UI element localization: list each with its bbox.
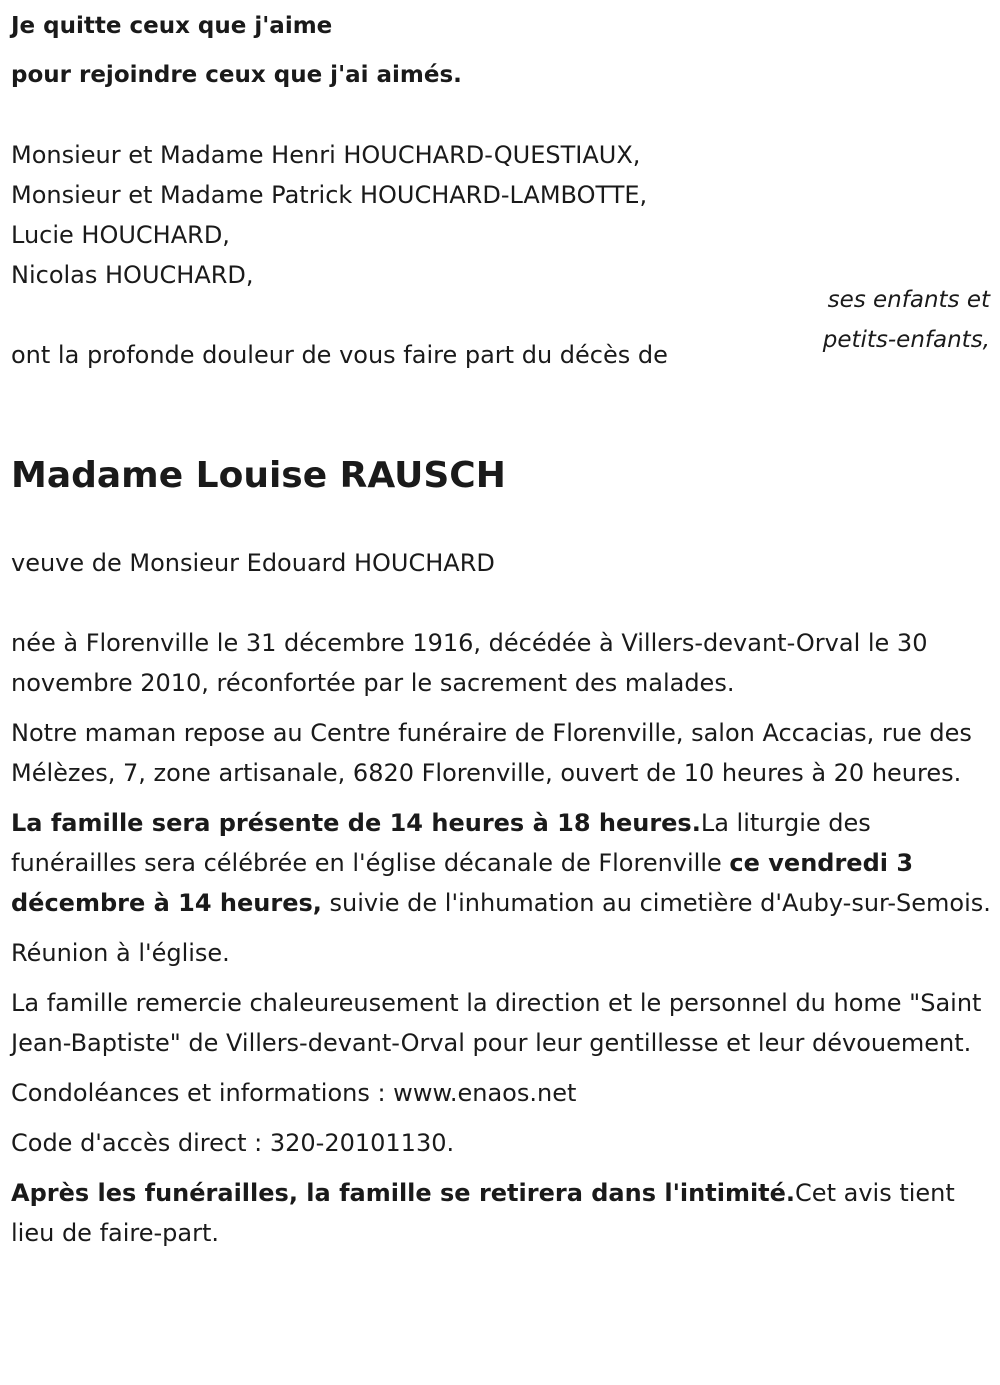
family-member: Lucie HOUCHARD, xyxy=(11,221,230,249)
thanks-paragraph: La famille remercie chaleureusement la direction et le personnel du home "Saint Jean-Baptiste" de Villers-devant-Orval pour leur gentillesse et leur dévouement. xyxy=(11,989,982,1057)
family-member: Monsieur et Madame Henri HOUCHARD-QUESTIAUX, xyxy=(11,141,641,169)
meeting-paragraph: Réunion à l'église. xyxy=(11,939,230,967)
epigraph-line-2: pour rejoindre ceux que j'ai aimés. xyxy=(11,62,462,88)
funeral-date: ce vendredi 3 décembre à 14 heures, xyxy=(11,849,914,917)
funeral-paragraph xyxy=(11,803,991,923)
widow-of: veuve de Monsieur Edouard HOUCHARD xyxy=(11,549,495,577)
closing-paragraph xyxy=(11,1173,991,1253)
family-member: Nicolas HOUCHARD, xyxy=(11,261,254,289)
access-code-paragraph: Code d'accès direct : 320-20101130. xyxy=(11,1129,455,1157)
liturgy-text: La liturgie des funérailles sera célébrée en l'église décanale de Florenville xyxy=(11,809,871,877)
notice-body xyxy=(11,623,991,1263)
condolences-paragraph: Condoléances et informations : www.enaos.net xyxy=(11,1079,577,1107)
relation-label xyxy=(823,280,990,360)
relation-line-1: ses enfants et xyxy=(827,287,990,313)
epigraph-line-1: Je quitte ceux que j'aime xyxy=(11,13,333,39)
relation-line-2: petits-enfants, xyxy=(822,327,990,353)
deceased-name: Madame Louise RAUSCH xyxy=(11,455,506,496)
birth-death-paragraph: née à Florenville le 31 décembre 1916, décédée à Villers-devant-Orval le 30 novembre 2010, réconfortée par le sacrement des malades. xyxy=(11,629,928,697)
family-list xyxy=(11,135,647,295)
closing-text: Cet avis tient lieu de faire-part. xyxy=(11,1179,955,1247)
closing-bold: Après les funérailles, la famille se retirera dans l'intimité. xyxy=(11,1179,796,1207)
family-member: Monsieur et Madame Patrick HOUCHARD-LAMBOTTE, xyxy=(11,181,648,209)
rest-place-paragraph: Notre maman repose au Centre funéraire de Florenville, salon Accacias, rue des Mélèzes, 7, zone artisanale, 6820 Florenville, ouvert de 10 heures à 20 heures. xyxy=(11,719,972,787)
presence-text: La famille sera présente de 14 heures à 18 heures. xyxy=(11,809,701,837)
burial-text: suivie de l'inhumation au cimetière d'Auby-sur-Semois. xyxy=(321,889,991,917)
epigraph xyxy=(11,2,462,100)
announcement: ont la profonde douleur de vous faire part du décès de xyxy=(11,341,668,369)
